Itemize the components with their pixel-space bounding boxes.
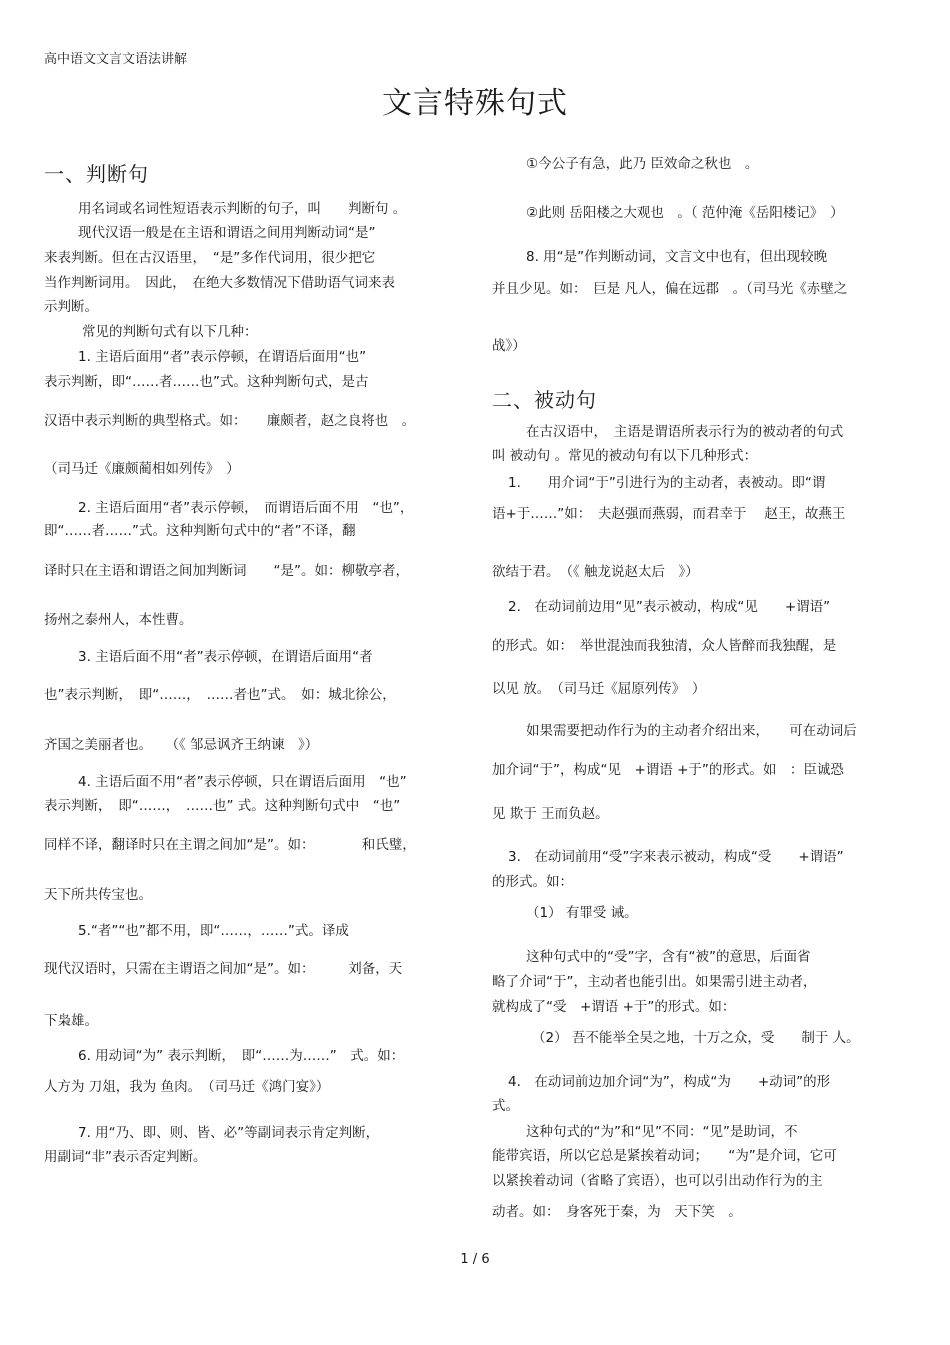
text-line: 这种句式的“为”和“见”不同：“见”是助词，不 — [526, 1124, 798, 1140]
text-line: 译时只在主语和谓语之间加判断词 “是”。如：柳敬亭者， — [44, 563, 409, 579]
text-line: 略了介词“于”，主动者也能引出。如果需引进主动者， — [492, 974, 817, 990]
text-line: 同样不译，翻译时只在主谓之间加“是”。如： 和氏璧， — [44, 837, 416, 853]
text-line: 来表判断。但在古汉语里， “是”多作代词用，很少把它 — [44, 250, 376, 266]
text-line: 以紧挨着动词（省略了宾语），也可以引出动作行为的主 — [492, 1173, 823, 1189]
text-line: 动者。如： 身客死于秦，为 天下笑 。 — [492, 1204, 742, 1220]
text-line: （2） 吾不能举全吴之地，十万之众，受 制于 人。 — [532, 1030, 860, 1046]
text-line: 用副词“非”表示否定判断。 — [44, 1149, 207, 1165]
text-line: 当作判断词用。 因此， 在绝大多数情况下借助语气词来表 — [44, 275, 395, 291]
text-line: 式。 — [492, 1098, 519, 1114]
text-line: 人方为 刀俎，我为 鱼肉。 （司马迁《鸿门宴》） — [44, 1079, 330, 1095]
text-line: 在古汉语中， 主语是谓语所表示行为的被动者的句式 — [526, 424, 844, 440]
text-line: 语+于……”如： 夫赵强而燕弱，而君幸于 赵王，故燕王 — [492, 506, 846, 522]
text-line: 常见的判断句式有以下几种： — [82, 324, 258, 340]
text-line: 也”表示判断， 即“……， ……者也”式。 如：城北徐公， — [44, 687, 396, 703]
text-line: 1. 主语后面用“者”表示停顿，在谓语后面用“也” — [78, 349, 367, 365]
text-line: 战》） — [492, 338, 526, 354]
text-line: 这种句式中的“受”字，含有“被”的意思，后面省 — [526, 949, 811, 965]
text-line: 的形式。如： — [492, 874, 573, 890]
section-heading-judgment: 一、判断句 — [44, 162, 149, 186]
text-line: 汉语中表示判断的典型格式。如： 廉颇者，赵之良将也 。 — [44, 413, 416, 429]
text-line: 欲结于君。 （《 触龙说赵太后 》） — [492, 564, 699, 580]
running-header: 高中语文文言文语法讲解 — [44, 52, 188, 67]
page-title: 文言特殊句式 — [382, 86, 568, 121]
text-line: 3. 在动词前用“受”字来表示被动，构成“受 +谓语” — [508, 849, 844, 865]
text-line: 表示判断， 即“……， ……也” 式。这种判断句式中 “也” — [44, 798, 401, 814]
text-line: ②此则 岳阳楼之大观也 。（ 范仲淹《岳阳楼记》 ） — [526, 205, 844, 221]
section-heading-passive: 二、被动句 — [492, 388, 597, 412]
text-line: 8. 用“是”作判断动词，文言文中也有，但出现较晚 — [526, 249, 828, 265]
text-line: （1） 有罪受 诫。 — [526, 905, 638, 921]
text-line: 1. 用介词“于”引进行为的主动者，表被动。即“谓 — [508, 475, 826, 491]
text-line: 现代汉语时，只需在主谓语之间加“是”。如： 刘备，天 — [44, 961, 403, 977]
text-line: 表示判断，即“……者……也”式。这种判断句式，是古 — [44, 374, 369, 390]
text-line: 3. 主语后面不用“者”表示停顿，在谓语后面用“者 — [78, 649, 373, 665]
text-line: 6. 用动词“为” 表示判断， 即“……为……” 式。如： — [78, 1048, 405, 1064]
text-line: 示判断。 — [44, 299, 98, 315]
text-line: 5.“者”“也”都不用，即“……，……”式。译成 — [78, 923, 349, 939]
text-line: 4. 主语后面不用“者”表示停顿，只在谓语后面用 “也” — [78, 774, 407, 790]
text-line: 下枭雄。 — [44, 1013, 98, 1029]
text-line: 4. 在动词前边加介词“为”，构成“为 +动词”的形 — [508, 1074, 831, 1090]
text-line: 以见 放。 （司马迁《屈原列传》 ） — [492, 681, 706, 697]
text-line: 能带宾语，所以它总是紧挨着动词； “为”是介词，它可 — [492, 1148, 837, 1164]
text-line: 天下所共传宝也。 — [44, 887, 152, 903]
text-line: 如果需要把动作行为的主动者介绍出来， 可在动词后 — [526, 723, 857, 739]
text-line: 并且少见。如： 巨是 凡人，偏在远郡 。（司马光《赤壁之 — [492, 281, 848, 297]
text-line: 齐国之美丽者也。 （《 邹忌讽齐王纳谏 》） — [44, 737, 319, 753]
text-line: 7. 用“乃、即、则、皆、必”等副词表示肯定判断， — [78, 1125, 380, 1141]
text-line: 的形式。如： 举世混浊而我独清，众人皆醉而我独醒，是 — [492, 638, 837, 654]
text-line: 2. 主语后面用“者”表示停顿， 而谓语后面不用 “也”， — [78, 500, 414, 516]
text-line: 就构成了“受 +谓语 +于”的形式。如： — [492, 999, 736, 1015]
text-line: 加介词“于”，构成“见 +谓语 +于”的形式。如 ：臣诚恐 — [492, 762, 844, 778]
text-line: 用名词或名词性短语表示判断的句子，叫 判断句 。 — [78, 201, 407, 217]
text-line: 见 欺于 王而负赵。 — [492, 806, 609, 822]
page-number: 1 / 6 — [460, 1252, 490, 1267]
text-line: 2. 在动词前边用“见”表示被动，构成“见 +谓语” — [508, 599, 831, 615]
text-line: 扬州之泰州人，本性曹。 — [44, 612, 193, 628]
text-line: 叫 被动句 。常见的被动句有以下几种形式： — [492, 448, 758, 464]
text-line: 现代汉语一般是在主语和谓语之间用判断动词“是” — [78, 225, 376, 241]
text-line: ①今公子有急，此乃 臣效命之秋也 。 — [526, 156, 759, 172]
text-line: 即“……者……”式。这种判断句式中的“者”不译，翻 — [44, 523, 356, 539]
text-line: （司马迁《廉颇蔺相如列传》 ） — [44, 461, 240, 477]
